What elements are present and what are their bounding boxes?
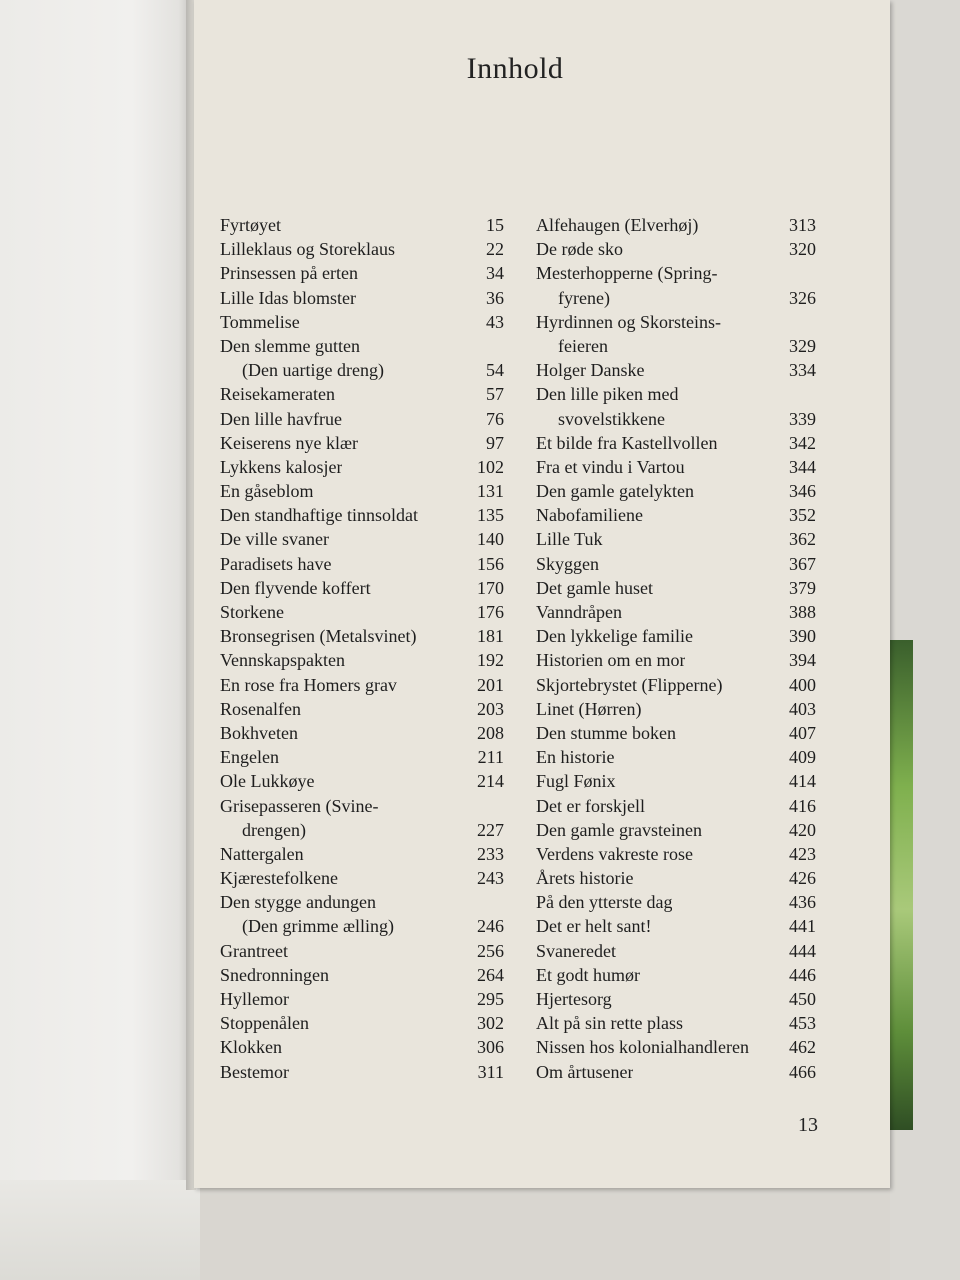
- toc-entry: [536, 1013, 816, 1037]
- toc-entry-title: Grisepasseren (Svine-: [220, 795, 379, 816]
- toc-entry-title: Hyrdinnen og Skorsteins-: [536, 311, 721, 332]
- toc-entry-title: Linet (Hørren): [536, 698, 642, 719]
- toc-entry-page: 57: [486, 384, 504, 405]
- toc-entry-title: Engelen: [220, 747, 279, 768]
- toc-entry: [536, 626, 816, 650]
- toc-entry-title: fyrene): [558, 287, 610, 308]
- toc-entry: [536, 892, 816, 916]
- toc-entry: [220, 844, 504, 868]
- toc-entry-title: Lille Idas blomster: [220, 287, 356, 308]
- contents-column-left: [220, 215, 504, 1086]
- toc-entry: [536, 312, 816, 336]
- toc-entry-page: 203: [477, 698, 504, 719]
- toc-entry: [220, 433, 504, 457]
- toc-entry: [536, 650, 816, 674]
- toc-entry-page: 227: [477, 819, 504, 840]
- toc-entry-page: 390: [789, 626, 816, 647]
- toc-entry-page: 329: [789, 335, 816, 356]
- toc-entry-page: 426: [789, 868, 816, 889]
- toc-entry: [220, 481, 504, 505]
- toc-entry-title: Verdens vakreste rose: [536, 843, 693, 864]
- toc-entry-page: 22: [486, 239, 504, 260]
- toc-entry: [220, 675, 504, 699]
- toc-entry-title: Skyggen: [536, 553, 599, 574]
- toc-entry: [220, 1013, 504, 1037]
- toc-entry-page: 306: [477, 1037, 504, 1058]
- toc-entry-page: 170: [477, 577, 504, 598]
- toc-entry: [220, 602, 504, 626]
- toc-entry-page: 423: [789, 843, 816, 864]
- toc-entry: [220, 916, 504, 940]
- toc-entry-page: 403: [789, 698, 816, 719]
- toc-entry: [536, 602, 816, 626]
- toc-entry-page: 420: [789, 819, 816, 840]
- toc-entry-title: (Den grimme ælling): [242, 916, 394, 937]
- toc-entry-title: Mesterhopperne (Spring-: [536, 263, 718, 284]
- toc-entry-title: Den flyvende koffert: [220, 577, 371, 598]
- toc-entry-title: Om årtusener: [536, 1061, 634, 1082]
- toc-entry-page: 352: [789, 505, 816, 526]
- toc-entry: [220, 578, 504, 602]
- toc-entry: [220, 288, 504, 312]
- toc-entry: [536, 796, 816, 820]
- toc-entry: [220, 699, 504, 723]
- toc-entry: [536, 941, 816, 965]
- toc-entry-title: Hjertesorg: [536, 989, 612, 1009]
- toc-entry: [220, 771, 504, 795]
- toc-entry: [536, 747, 816, 771]
- toc-entry: [220, 457, 504, 481]
- toc-entry: [220, 747, 504, 771]
- toc-entry: [220, 384, 504, 408]
- toc-entry-title: Den slemme gutten: [220, 335, 360, 356]
- toc-entry: [220, 409, 504, 433]
- toc-entry: [536, 360, 816, 384]
- toc-entry-title: Et bilde fra Kastellvollen: [536, 432, 718, 453]
- toc-entry-page: 15: [486, 215, 504, 235]
- toc-entry-page: 76: [486, 408, 504, 429]
- toc-entry: [220, 892, 504, 916]
- toc-entry-title: Alt på sin rette plass: [536, 1013, 683, 1034]
- toc-entry-title: Grantreet: [220, 940, 288, 961]
- toc-entry: [220, 820, 504, 844]
- toc-entry-page: 214: [477, 771, 504, 792]
- toc-entry-page: 264: [477, 964, 504, 985]
- toc-entry-page: 444: [789, 940, 816, 961]
- toc-entry: [536, 820, 816, 844]
- toc-entry-title: En historie: [536, 747, 615, 768]
- toc-entry-page: 233: [477, 843, 504, 864]
- toc-entry-title: Et godt humør: [536, 964, 640, 985]
- toc-entry: [220, 796, 504, 820]
- toc-entry-page: 362: [789, 529, 816, 550]
- toc-entry-title: Bronsegrisen (Metalsvinet): [220, 626, 417, 647]
- toc-entry: [220, 239, 504, 263]
- toc-entry-title: Den lille havfrue: [220, 408, 342, 429]
- toc-entry: [536, 433, 816, 457]
- toc-entry-page: 256: [477, 940, 504, 961]
- toc-entry-page: 36: [486, 287, 504, 308]
- toc-entry-title: Bestemor: [220, 1061, 289, 1082]
- toc-entry: [220, 941, 504, 965]
- toc-entry-page: 379: [789, 577, 816, 598]
- toc-entry-page: 34: [486, 263, 504, 284]
- toc-entry-title: Reisekameraten: [220, 384, 335, 405]
- toc-entry-page: 140: [477, 529, 504, 550]
- toc-entry: [536, 1037, 816, 1061]
- toc-entry-title: Tommelise: [220, 311, 300, 332]
- toc-entry: [536, 989, 816, 1013]
- toc-entry-title: Fyrtøyet: [220, 215, 281, 235]
- toc-entry: [220, 1062, 504, 1086]
- toc-entry-title: Den lykkelige familie: [536, 626, 693, 647]
- toc-entry: [220, 554, 504, 578]
- toc-entry-title: De røde sko: [536, 239, 623, 260]
- toc-entry-page: 388: [789, 602, 816, 622]
- toc-entry-title: svovelstikkene: [558, 408, 665, 429]
- toc-entry-page: 211: [477, 747, 504, 768]
- toc-entry-title: Nissen hos kolonialhandleren: [536, 1037, 749, 1058]
- toc-entry: [536, 263, 816, 287]
- toc-entry-title: Rosenalfen: [220, 698, 301, 719]
- toc-entry-page: 201: [477, 674, 504, 695]
- toc-entry-title: En gåseblom: [220, 481, 314, 502]
- toc-entry-title: Nabofamiliene: [536, 505, 643, 526]
- toc-entry-title: Lykkens kalosjer: [220, 456, 343, 477]
- toc-entry-title: Fra et vindu i Vartou: [536, 456, 685, 477]
- toc-entry-title: Den gamle gravsteinen: [536, 819, 702, 840]
- toc-entry-page: 450: [789, 989, 816, 1009]
- toc-entry-title: På den ytterste dag: [536, 892, 673, 913]
- toc-entry-page: 367: [789, 553, 816, 574]
- toc-entry-title: De ville svaner: [220, 529, 329, 550]
- toc-entry: [536, 239, 816, 263]
- toc-entry-page: 462: [789, 1037, 816, 1058]
- toc-entry: [220, 263, 504, 287]
- toc-entry-title: feieren: [558, 335, 608, 356]
- page-title: Innhold: [466, 52, 564, 85]
- toc-entry: [536, 288, 816, 312]
- toc-entry-title: Den lille piken med: [536, 384, 679, 405]
- toc-entry: [220, 650, 504, 674]
- toc-entry: [536, 965, 816, 989]
- toc-entry-page: 407: [789, 722, 816, 743]
- toc-entry-page: 102: [477, 456, 504, 477]
- toc-entry-page: 436: [789, 892, 816, 913]
- toc-entry-title: Den standhaftige tinnsoldat: [220, 505, 418, 526]
- toc-entry-page: 131: [477, 481, 504, 502]
- toc-entry-page: 135: [477, 505, 504, 526]
- toc-entry-title: Den stygge andungen: [220, 892, 376, 913]
- toc-entry-title: Vanndråpen: [536, 602, 622, 622]
- toc-entry: [536, 554, 816, 578]
- toc-entry: [536, 215, 816, 239]
- toc-entry: [536, 723, 816, 747]
- toc-entry: [220, 868, 504, 892]
- toc-entry-title: En rose fra Homers grav: [220, 674, 397, 695]
- toc-entry: [536, 384, 816, 408]
- toc-entry-title: Den stumme boken: [536, 722, 676, 743]
- toc-entry-page: 400: [789, 674, 816, 695]
- toc-entry: [536, 505, 816, 529]
- toc-entry: [536, 457, 816, 481]
- toc-entry-page: 43: [486, 311, 504, 332]
- toc-entry-page: 97: [486, 432, 504, 453]
- toc-entry-page: 342: [789, 432, 816, 453]
- toc-entry-title: Det er helt sant!: [536, 916, 652, 937]
- facing-page-corner: [0, 1180, 200, 1280]
- toc-entry-page: 181: [477, 626, 504, 647]
- toc-entry-page: 416: [789, 795, 816, 816]
- toc-entry: [536, 844, 816, 868]
- toc-entry: [536, 771, 816, 795]
- toc-entry: [536, 481, 816, 505]
- contents-page: [194, 0, 890, 1188]
- toc-entry-page: 344: [789, 456, 816, 477]
- toc-entry-page: 326: [789, 287, 816, 308]
- toc-entry-page: 243: [477, 868, 504, 889]
- toc-entry-page: 339: [789, 408, 816, 429]
- toc-entry: [536, 529, 816, 553]
- toc-entry: [220, 215, 504, 239]
- toc-entry-title: Lille Tuk: [536, 529, 603, 550]
- toc-entry-title: (Den uartige dreng): [242, 360, 384, 381]
- toc-entry-page: 334: [789, 360, 816, 381]
- toc-entry-title: Vennskapspakten: [220, 650, 345, 671]
- toc-entry: [536, 409, 816, 433]
- toc-entry-page: 302: [477, 1013, 504, 1034]
- toc-entry-title: Fugl Fønix: [536, 771, 616, 792]
- contents-column-right: [536, 215, 816, 1086]
- toc-entry-page: 192: [477, 650, 504, 671]
- toc-entry-title: Ole Lukkøye: [220, 771, 315, 792]
- toc-entry-title: Stoppenålen: [220, 1013, 309, 1034]
- toc-entry-title: Historien om en mor: [536, 650, 686, 671]
- toc-entry: [536, 916, 816, 940]
- toc-entry: [220, 989, 504, 1013]
- toc-entry-page: 409: [789, 747, 816, 768]
- toc-entry-title: Keiserens nye klær: [220, 432, 358, 453]
- toc-entry: [220, 723, 504, 747]
- toc-entry: [220, 312, 504, 336]
- toc-entry-title: Bokhveten: [220, 722, 298, 743]
- toc-entry-page: 441: [789, 916, 816, 937]
- toc-entry-title: Hyllemor: [220, 989, 289, 1009]
- toc-entry-page: 394: [789, 650, 816, 671]
- toc-entry: [220, 336, 504, 360]
- toc-entry-title: Den gamle gatelykten: [536, 481, 694, 502]
- toc-entry-title: Årets historie: [536, 868, 634, 889]
- toc-entry-page: 176: [477, 602, 504, 622]
- toc-entry-title: Det gamle huset: [536, 577, 653, 598]
- toc-entry-title: Klokken: [220, 1037, 282, 1058]
- toc-entry-title: Storkene: [220, 602, 284, 622]
- toc-entry: [220, 1037, 504, 1061]
- toc-entry-page: 54: [486, 360, 504, 381]
- toc-entry: [536, 336, 816, 360]
- toc-entry-page: 453: [789, 1013, 816, 1034]
- toc-entry-page: 446: [789, 964, 816, 985]
- toc-entry-page: 208: [477, 722, 504, 743]
- toc-entry: [536, 1062, 816, 1086]
- toc-entry-page: 320: [789, 239, 816, 260]
- toc-entry-page: 313: [789, 215, 816, 235]
- toc-entry-title: Prinsessen på erten: [220, 263, 358, 284]
- toc-entry-page: 311: [477, 1061, 504, 1082]
- toc-entry: [536, 868, 816, 892]
- page-number: 13: [798, 1114, 818, 1136]
- toc-entry: [536, 675, 816, 699]
- toc-entry: [220, 505, 504, 529]
- toc-entry: [536, 578, 816, 602]
- toc-entry: [220, 529, 504, 553]
- toc-entry-page: 414: [789, 771, 816, 792]
- toc-entry-title: Skjortebrystet (Flipperne): [536, 674, 723, 695]
- toc-entry-title: Lilleklaus og Storeklaus: [220, 239, 395, 260]
- toc-entry: [220, 626, 504, 650]
- toc-entry: [220, 360, 504, 384]
- toc-entry-title: Holger Danske: [536, 360, 645, 381]
- toc-entry-page: 295: [477, 989, 504, 1009]
- toc-entry-title: Alfehaugen (Elverhøj): [536, 215, 699, 235]
- toc-entry-title: Det er forskjell: [536, 795, 645, 816]
- toc-entry-page: 346: [789, 481, 816, 502]
- toc-entry-page: 246: [477, 916, 504, 937]
- toc-entry-title: Paradisets have: [220, 553, 332, 574]
- toc-entry-page: 156: [477, 553, 504, 574]
- toc-entry-title: Kjærestefolkene: [220, 868, 338, 889]
- facing-blank-page: [0, 0, 188, 1280]
- toc-entry-page: 466: [789, 1061, 816, 1082]
- toc-entry-title: drengen): [242, 819, 306, 840]
- toc-entry: [536, 699, 816, 723]
- toc-entry: [220, 965, 504, 989]
- toc-entry-title: Svaneredet: [536, 940, 616, 961]
- toc-entry-title: Nattergalen: [220, 843, 304, 864]
- toc-entry-title: Snedronningen: [220, 964, 329, 985]
